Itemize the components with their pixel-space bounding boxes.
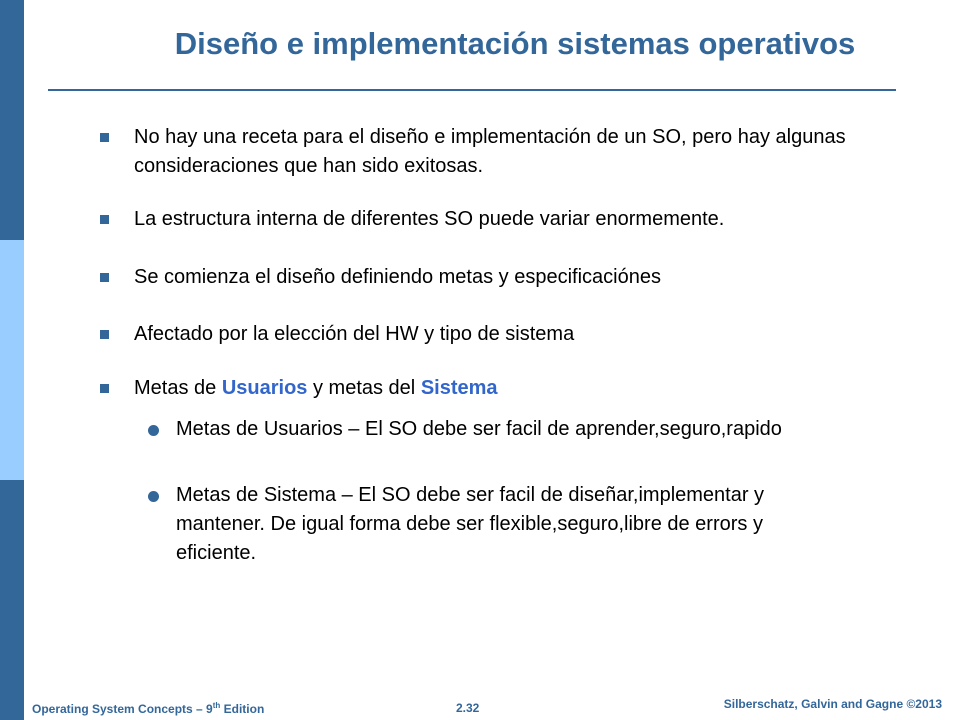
footer-page-number: 2.32 <box>456 701 480 715</box>
square-bullet-icon <box>100 133 109 142</box>
square-bullet-icon <box>100 215 109 224</box>
footer-book-prefix: Operating System Concepts – 9 <box>32 702 213 716</box>
bullet-item-goals <box>96 374 876 403</box>
bullet-item <box>96 263 876 292</box>
round-bullet-icon <box>148 425 159 436</box>
slide-sidebar <box>0 0 24 720</box>
goals-prefix: Metas de <box>134 377 222 399</box>
bullet-text: No hay una receta para el diseño e implementación de un SO, pero hay algunas consideraciones que han sido exitosas. <box>134 126 846 177</box>
goals-highlight-system: Sistema <box>420 377 498 399</box>
bullet-text <box>134 374 876 403</box>
sub-bullet-item <box>148 415 828 444</box>
square-bullet-icon <box>100 384 109 393</box>
sub-bullet-text: Metas de Usuarios – El SO debe ser facil de aprender,seguro,rapido <box>176 418 782 440</box>
sub-bullet-item <box>148 481 828 568</box>
sidebar-highlight-band <box>0 240 24 480</box>
footer-book-suffix: Edition <box>220 702 265 716</box>
square-bullet-icon <box>100 273 109 282</box>
goals-highlight-users: Usuarios <box>221 377 308 399</box>
bullet-item <box>96 320 876 349</box>
round-bullet-icon <box>148 491 159 502</box>
sub-bullet-text: Metas de Sistema – El SO debe ser facil de diseñar,implementar y mantener. De igual forma debe ser flexible,seguro,libre de errors y eficiente. <box>176 484 765 564</box>
bullet-text: Afectado por la elección del HW y tipo de sistema <box>134 323 575 345</box>
title-divider <box>48 89 896 91</box>
footer-book-sup: th <box>212 701 221 710</box>
bullet-item <box>96 123 876 181</box>
bullet-text: La estructura interna de diferentes SO puede variar enormemente. <box>134 208 725 230</box>
goals-middle: y metas del <box>307 377 421 399</box>
square-bullet-icon <box>100 330 109 339</box>
footer-copyright: Silberschatz, Galvin and Gagne ©2013 <box>723 697 942 711</box>
bullet-text: Se comienza el diseño definiendo metas y especificaciónes <box>134 266 661 288</box>
bullet-item <box>96 205 876 234</box>
slide-title: Diseño e implementación sistemas operativos <box>174 26 856 61</box>
footer-book-title <box>32 701 264 716</box>
